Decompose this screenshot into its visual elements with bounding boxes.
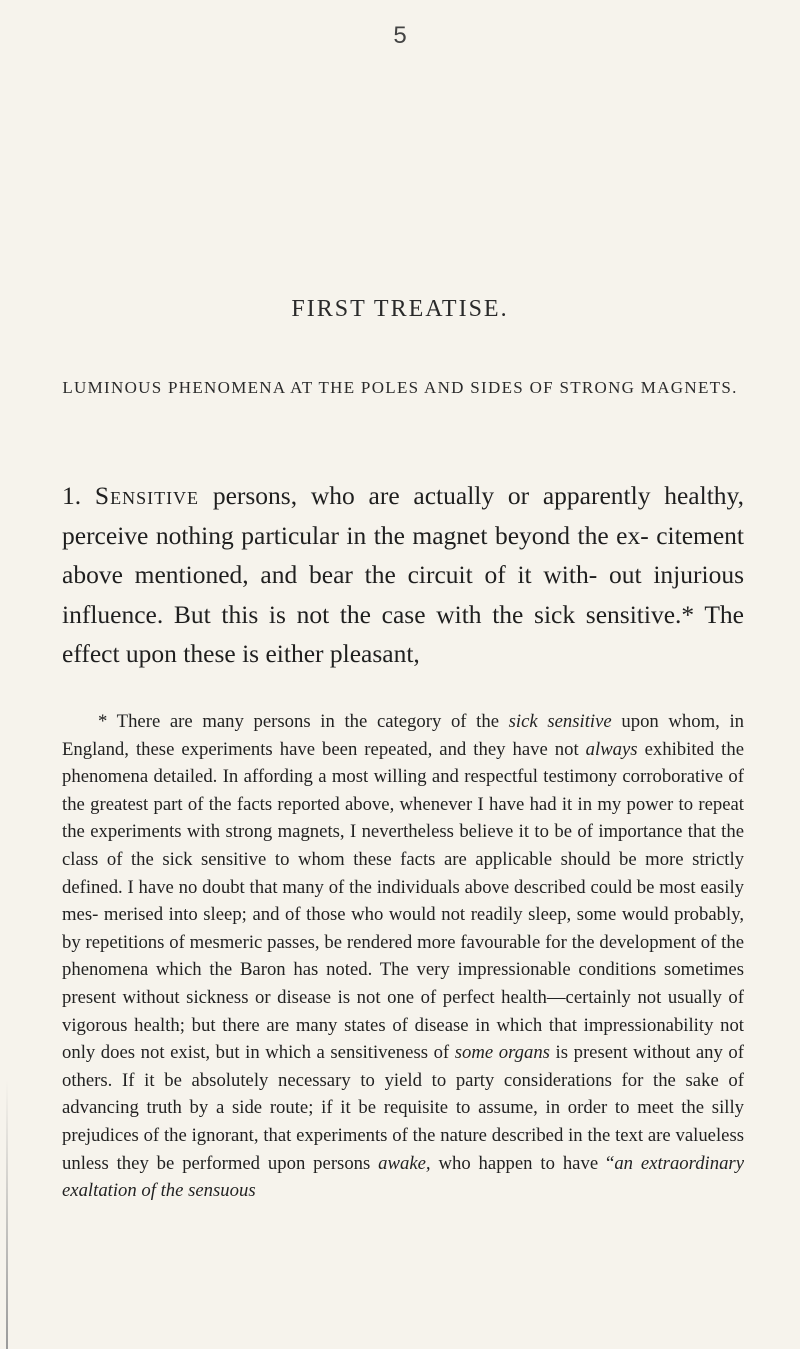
- footnote-mark: *: [98, 711, 108, 732]
- treatise-title: FIRST TREATISE.: [291, 296, 509, 322]
- paragraph-text-continued: The effect upon these is either pleasant,: [62, 599, 744, 668]
- footnote-italic: an extraordinary exaltation of the sensuous: [62, 1152, 744, 1202]
- footnote: [62, 708, 744, 1205]
- footnote-italic: some organs: [454, 1042, 550, 1064]
- footnote-text: exhibited the phenomena detailed. In affording a most willing and respectful testimony corroborative of the greatest part of the facts reported above, whenever I have had it in my power to repeat the experiments with strong magnets, I nevertheless believe it to be of importance that the class of the sick sensitive to whom these facts are applicable should be more strictly defined. I have no doubt that many of the individuals above described could be most easily mes- merised into sleep; and of those who would not readily sleep, some would probably, by repetitions of mesmeric passes, be rendered more favourable for the development of the phenomena which the Baron has noted. The very impressionable conditions sometimes present without sickness or disease is not one of perfect health—certainly not usually of vigorous health; but there are many states of disease in which that impressionability not only does not exist, but in which a sensitiveness of: [62, 738, 744, 1064]
- footnote-italic: always: [585, 738, 638, 760]
- footnote-text: who happen to have “: [430, 1152, 615, 1174]
- footnote-text: upon whom, in England, these experiments have been repeated, and they have not: [62, 711, 744, 760]
- footnote-paragraph: [62, 708, 744, 1205]
- body-paragraph: [62, 476, 744, 674]
- footnote-italic: sick sensitive: [508, 711, 612, 732]
- chapter-title: LUMINOUS PHENOMENA AT THE POLES AND SIDES OF STRONG MAGNETS.: [62, 378, 738, 397]
- footnote-italic: awake,: [378, 1152, 431, 1174]
- footnote-reference: *: [681, 599, 695, 629]
- paragraph-text: persons, who are actually or apparently healthy, perceive nothing particular in the magnet beyond the ex- citement above mentioned, and bear the circuit of it with- out injurious influence. But this is not the case with the sick sensitive.: [62, 481, 745, 629]
- paragraph-lead-word: Sensitive: [94, 481, 200, 510]
- paragraph-number: 1.: [62, 481, 82, 510]
- footnote-text: There are many persons in the category of the: [107, 711, 509, 732]
- page-number: 5: [393, 22, 407, 49]
- page-edge-shadow: [6, 1080, 8, 1349]
- footnote-text: is present without any of others. If it be absolutely necessary to yield to party considerations for the sake of advancing truth by a side route; if it be requisite to assume, in order to meet the silly prejudices of the ignorant, that experiments of the nature described in the text are valueless unless they be performed upon persons: [62, 1042, 744, 1174]
